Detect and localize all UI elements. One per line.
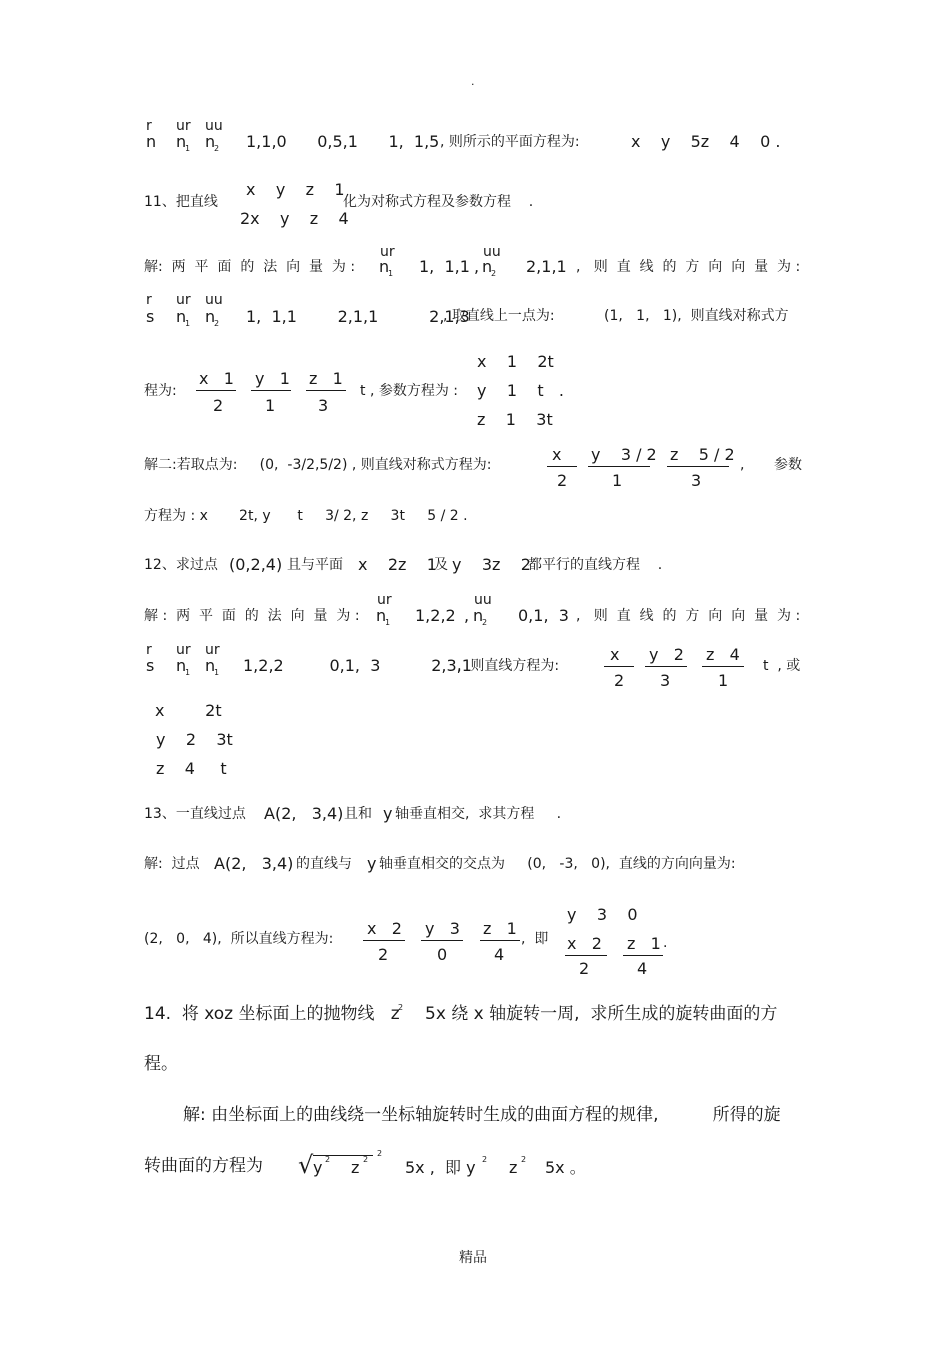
param-row-2: y 1 t . <box>477 381 564 400</box>
point-value: A(2, 3,4) <box>214 854 294 873</box>
vector-n2: n <box>205 307 216 326</box>
problem-text: 且和 <box>344 806 372 822</box>
param-row-3: z 4 t <box>156 759 227 778</box>
problem-label: 11、把直线 <box>144 194 218 210</box>
superscript: 2 <box>521 1155 527 1164</box>
ji-text: , 即 <box>521 931 549 947</box>
superscript: 2 <box>398 1003 404 1012</box>
fraction-bar <box>251 390 291 391</box>
param-word: 参数 <box>774 457 802 473</box>
point-value: (1, 1, 1), 则直线对称式方 <box>604 308 789 324</box>
equation-part: 5x , 即 y <box>405 1158 476 1177</box>
vector-arrow: ur <box>176 118 191 134</box>
period: . <box>663 935 668 951</box>
param-row-1: x 1 2t <box>477 352 554 371</box>
system-row-1: x y z 1 <box>246 180 345 199</box>
problem-text: 都平行的直线方程 . <box>528 557 663 573</box>
frac-den: 2 <box>213 396 224 415</box>
subscript: 1 <box>185 668 191 677</box>
vector-arrow: ur <box>205 642 220 658</box>
subscript: 2 <box>214 144 220 153</box>
vector-arrow: uu <box>205 292 223 308</box>
frac-den: 2 <box>614 671 625 690</box>
solution-text: 轴垂直相交的交点为 (0, -3, 0), 直线的方向向量为: <box>379 856 736 872</box>
solution-intro: 解: 两 平 面 的 法 向 量 为 : <box>144 259 356 275</box>
plane-1: x 2z 1 <box>358 555 437 574</box>
subscript: 1 <box>185 319 191 328</box>
subscript: 1 <box>214 668 220 677</box>
superscript: 2 <box>363 1155 369 1164</box>
header-dot: . <box>471 75 475 88</box>
subscript: 1 <box>385 618 391 627</box>
frac-den: 0 <box>437 945 448 964</box>
frac-num: z 1 <box>627 934 661 953</box>
subscript: 1 <box>388 269 394 278</box>
fraction-bar <box>565 955 607 956</box>
vector-n1: n <box>176 656 187 675</box>
point-value: A(2, 3,4) <box>264 804 344 823</box>
param-text: t , 参数方程为 : <box>360 383 459 399</box>
fraction-bar <box>363 940 405 941</box>
frac-num: y 2 <box>649 645 684 664</box>
frac-num: x 2 <box>567 934 602 953</box>
frac-num: x <box>610 645 620 664</box>
vector-n2: n <box>205 132 216 151</box>
subscript: 2 <box>491 269 497 278</box>
vector-n1: n <box>176 307 187 326</box>
vector-arrow: r <box>146 642 152 658</box>
superscript: 2 <box>482 1155 488 1164</box>
frac-num: z 4 <box>706 645 740 664</box>
frac-den: 4 <box>637 959 648 978</box>
vector-value: 1,2,2 <box>415 606 456 625</box>
vector-n2: n <box>482 257 493 276</box>
frac-den: 2 <box>557 471 568 490</box>
axis-y: y <box>383 804 393 823</box>
problem-text: 及 <box>434 557 448 573</box>
var-z: z <box>351 1158 360 1177</box>
frac-den: 3 <box>691 471 702 490</box>
sqrt-icon: √ <box>298 1151 314 1179</box>
solution-intro: 解 : 两 平 面 的 法 向 量 为 : <box>144 608 360 624</box>
param-row-1: x 2t <box>155 701 222 720</box>
frac-den: 2 <box>378 945 389 964</box>
solution-line-1: 解: 由坐标面上的曲线绕一坐标轴旋转时生成的曲面方程的规律, 所得的旋 <box>183 1105 781 1125</box>
equation-end: 5x 。 <box>545 1158 586 1177</box>
param-row-3: z 1 3t <box>477 410 553 429</box>
vector-values: 1,1,0 0,5,1 1, 1,5 <box>246 132 440 151</box>
fraction-bar <box>547 466 577 467</box>
footer-text: 精品 <box>459 1250 487 1266</box>
frac-den: 1 <box>265 396 276 415</box>
frac-num: z 5 / 2 <box>670 445 735 464</box>
vector-n1: n <box>376 606 387 625</box>
param-row-2: y 2 3t <box>156 730 233 749</box>
direction-text: , 则 直 线 的 方 向 向 量 为 : <box>576 608 801 624</box>
vector-n1: n <box>205 656 216 675</box>
problem-text: 且与平面 <box>287 557 343 573</box>
frac-den: 1 <box>612 471 623 490</box>
frac-num: y 3 / 2 <box>591 445 657 464</box>
sym-label: 程为: <box>144 383 177 399</box>
solution-intro: 解: 过点 <box>144 856 200 872</box>
fraction-bar <box>196 390 236 391</box>
vector-value: 1, 1,1 <box>419 257 470 276</box>
frac-den: 3 <box>660 671 671 690</box>
frac-num: x 2 <box>367 919 402 938</box>
cross-product-values: 1,2,2 0,1, 3 2,3,1 <box>243 656 472 675</box>
separator: , <box>464 606 470 625</box>
direction-text: , 则 直 线 的 方 向 向 量 为 : <box>576 259 801 275</box>
problem-line-2: 程。 <box>144 1054 178 1074</box>
system-row-2: 2x y z 4 <box>240 209 349 228</box>
vector-arrow: ur <box>380 244 395 260</box>
problem-line-1b: 5x 绕 x 轴旋转一周, 求所生成的旋转曲面的方 <box>425 1004 778 1024</box>
var-z: z <box>509 1158 518 1177</box>
comma: , <box>740 457 745 473</box>
problem-label: 12、求过点 <box>144 557 218 573</box>
frac-num: y 3 <box>425 919 460 938</box>
plane-2: y 3z 2 <box>452 555 531 574</box>
vector-n1: n <box>176 132 187 151</box>
solution-text: 的直线与 <box>296 856 352 872</box>
vector-n2: n <box>473 606 484 625</box>
frac-den: 4 <box>494 945 505 964</box>
result-text: , 则所示的平面方程为: <box>440 134 580 150</box>
alt-text: 解二:若取点为: (0, -3/2,5/2) , 则直线对称式方程为: <box>144 457 492 473</box>
axis-y: y <box>367 854 377 873</box>
frac-num: x 1 <box>199 369 234 388</box>
subscript: 2 <box>214 319 220 328</box>
vector-arrow: uu <box>205 118 223 134</box>
fraction-bar <box>645 666 687 667</box>
superscript: 2 <box>377 1149 383 1158</box>
system-top: y 3 0 <box>567 905 638 924</box>
vector-s: s <box>146 307 155 326</box>
frac-num: z 1 <box>483 919 517 938</box>
direction-text: (2, 0, 4), 所以直线方程为: <box>144 931 334 947</box>
vector-value: 2,1,1 <box>526 257 567 276</box>
problem-line-1a: 14. 将 xoz 坐标面上的抛物线 z <box>144 1004 400 1024</box>
separator: , <box>474 257 480 276</box>
subscript: 2 <box>482 618 488 627</box>
vector-arrow: uu <box>474 592 492 608</box>
solution-line-2: 转曲面的方程为 <box>144 1156 263 1176</box>
fraction-bar <box>480 940 520 941</box>
vector-n: n <box>146 132 157 151</box>
frac-num: z 1 <box>309 369 343 388</box>
vector-s: s <box>146 656 155 675</box>
fraction-bar <box>421 940 463 941</box>
problem-label: 13、一直线过点 <box>144 806 246 822</box>
vector-n1: n <box>379 257 390 276</box>
vector-value: 0,1, 3 <box>518 606 569 625</box>
point-value: (0,2,4) <box>229 555 283 574</box>
cross-product-values: 1, 1,1 2,1,1 2,1,3 <box>246 307 470 326</box>
fraction-bar <box>588 466 650 467</box>
var-y: y <box>313 1158 323 1177</box>
frac-num: y 1 <box>255 369 290 388</box>
problem-text: 化为对称式方程及参数方程 . <box>343 194 534 210</box>
point-text: , 取直线上一点为: <box>443 308 555 324</box>
fraction-bar <box>667 466 729 467</box>
fraction-bar <box>604 666 634 667</box>
vector-arrow: r <box>146 118 152 134</box>
frac-num: x <box>552 445 562 464</box>
plane-equation: x y 5z 4 0 . <box>631 132 781 151</box>
or-text: t , 或 <box>763 658 801 674</box>
vector-arrow: ur <box>176 292 191 308</box>
equation-text: , 则直线方程为: <box>457 658 560 674</box>
fraction-bar <box>623 955 663 956</box>
subscript: 1 <box>185 144 191 153</box>
fraction-bar <box>702 666 744 667</box>
frac-den: 1 <box>718 671 729 690</box>
frac-den: 2 <box>579 959 590 978</box>
vector-arrow: r <box>146 292 152 308</box>
problem-text: 轴垂直相交, 求其方程 . <box>395 806 562 822</box>
vector-arrow: ur <box>377 592 392 608</box>
vector-arrow: uu <box>483 244 501 260</box>
vector-arrow: ur <box>176 642 191 658</box>
frac-den: 3 <box>318 396 329 415</box>
superscript: 2 <box>325 1155 331 1164</box>
alt-param-line: 方程为 : x 2t, y t 3/ 2, z 3t 5 / 2 . <box>144 508 468 524</box>
fraction-bar <box>306 390 346 391</box>
